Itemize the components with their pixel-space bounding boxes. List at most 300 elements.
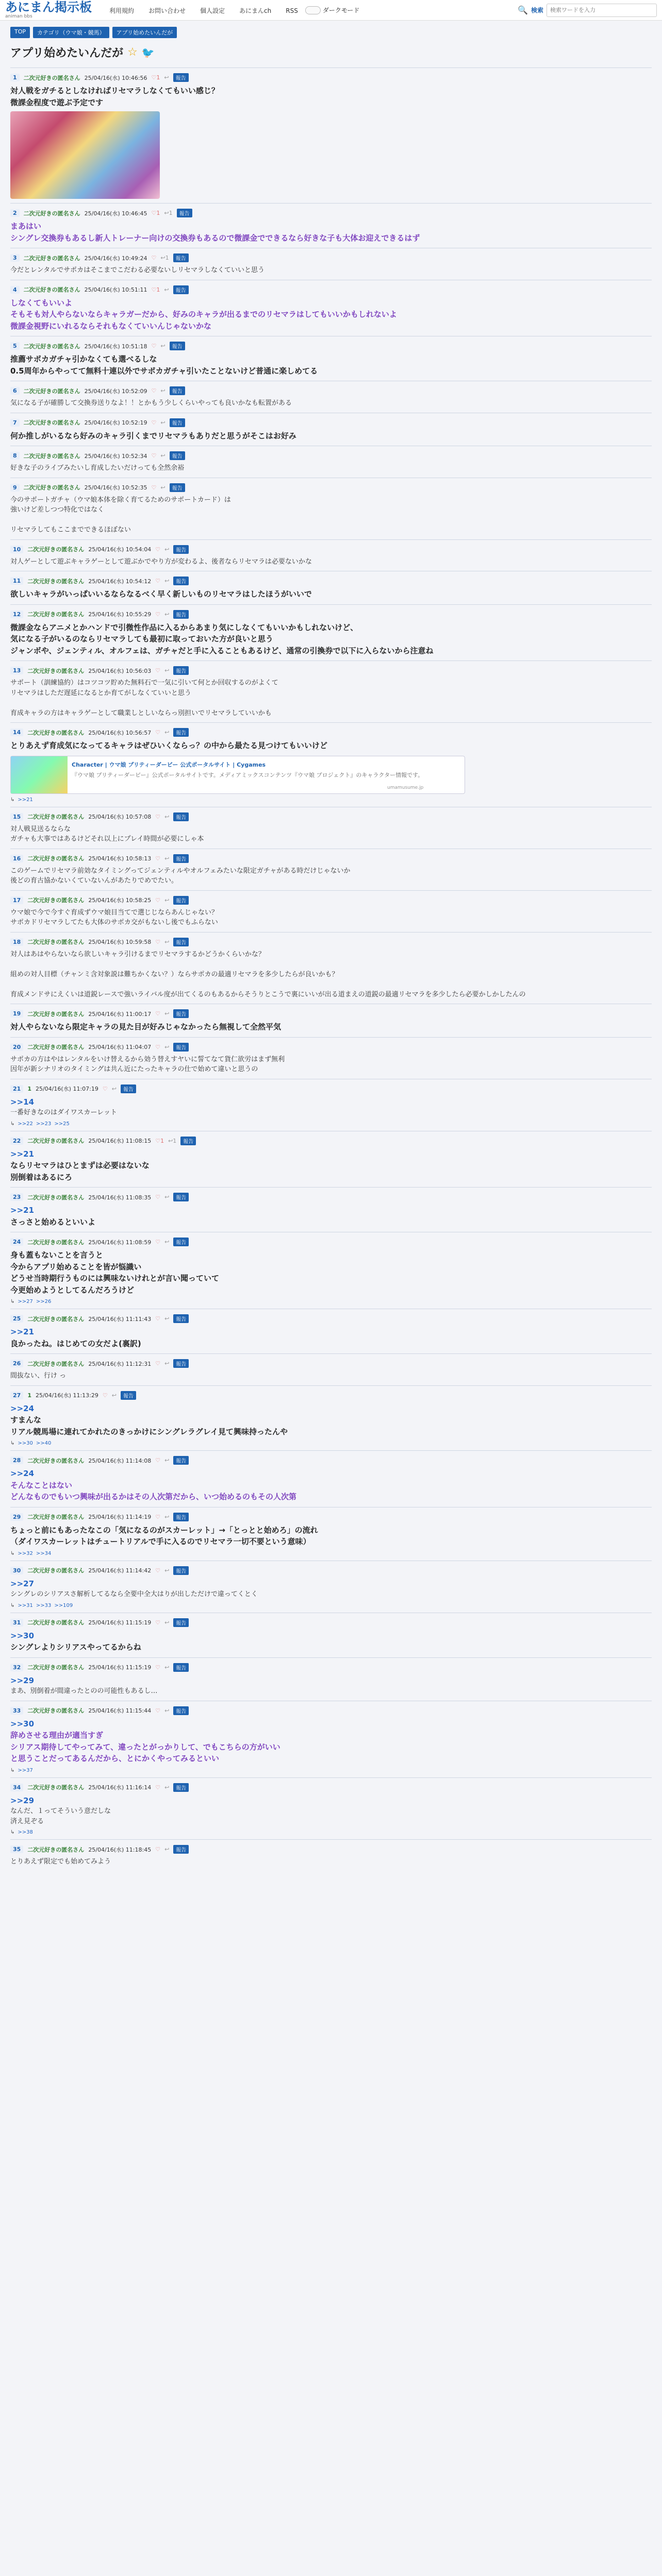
post bbox=[10, 660, 652, 722]
like-icon[interactable]: ♡ bbox=[155, 855, 161, 862]
report-button[interactable]: 報告 bbox=[173, 1456, 189, 1465]
like-icon[interactable]: ♡ bbox=[155, 1567, 161, 1574]
post-header bbox=[10, 285, 649, 294]
report-button[interactable]: 報告 bbox=[173, 1566, 189, 1575]
reply-icon[interactable]: ↩ bbox=[164, 813, 170, 820]
reply-icon[interactable]: ↩ bbox=[164, 855, 170, 862]
like-icon[interactable]: ♡ bbox=[155, 896, 161, 904]
report-button[interactable]: 報告 bbox=[170, 418, 185, 427]
post-date: 25/04/16(水) 11:15:19 bbox=[88, 1664, 152, 1671]
like-icon[interactable]: ♡ bbox=[155, 1457, 161, 1464]
reply-anchor[interactable]: >>33 bbox=[36, 1602, 52, 1608]
post-line: 微課金ならアニメとかハンドで引微性作品に入るからあまり気にしなくてもいいかもしれないけど、 bbox=[10, 622, 358, 632]
like-icon[interactable]: ♡1 bbox=[155, 1137, 164, 1144]
report-button[interactable]: 報告 bbox=[173, 1193, 189, 1201]
post bbox=[10, 336, 652, 381]
post-line bbox=[10, 979, 649, 990]
post-number[interactable]: 7 bbox=[10, 419, 20, 427]
report-button[interactable]: 報告 bbox=[173, 1618, 189, 1627]
poster-name: 二次元好きの匿名さん bbox=[27, 611, 85, 618]
post-header bbox=[10, 1314, 649, 1323]
post-header bbox=[10, 1706, 649, 1715]
nav-link[interactable]: 個人設定 bbox=[200, 7, 225, 14]
post-body bbox=[10, 1675, 649, 1697]
post-replies bbox=[10, 1299, 649, 1304]
reply-icon[interactable]: ↩ bbox=[164, 1043, 170, 1050]
post bbox=[10, 604, 652, 661]
reply-icon[interactable]: ↩ bbox=[164, 729, 170, 736]
post-body bbox=[10, 1795, 649, 1827]
post bbox=[10, 203, 652, 248]
report-button[interactable]: 報告 bbox=[121, 1084, 136, 1093]
report-button[interactable]: 報告 bbox=[173, 545, 189, 554]
reply-anchor[interactable]: >>34 bbox=[36, 1550, 52, 1556]
reply-anchor[interactable]: >>30 bbox=[18, 1440, 33, 1446]
post-number[interactable]: 30 bbox=[10, 1567, 23, 1574]
anchor-link[interactable]: >>24 bbox=[10, 1469, 35, 1478]
reply-anchor[interactable]: >>22 bbox=[18, 1121, 33, 1127]
post-line: 推薦サポカガチャ引かなくても選べるしな bbox=[10, 354, 157, 364]
poster-name: 二次元好きの匿名さん bbox=[27, 855, 85, 862]
report-button[interactable]: 報告 bbox=[173, 896, 189, 905]
like-icon[interactable]: ♡ bbox=[155, 667, 161, 674]
post-replies bbox=[10, 1829, 649, 1835]
post-body bbox=[10, 622, 649, 657]
post-header bbox=[10, 253, 649, 262]
anchor-link[interactable]: >>24 bbox=[10, 1403, 35, 1413]
post-line: 一番好きなのはダイワスカーレット bbox=[10, 1109, 117, 1116]
like-icon[interactable]: ♡ bbox=[155, 1707, 161, 1714]
post-date: 25/04/16(水) 11:15:44 bbox=[88, 1707, 152, 1714]
reply-anchor[interactable]: >>31 bbox=[18, 1602, 33, 1608]
like-icon[interactable]: ♡ bbox=[155, 1846, 161, 1853]
post-line: 組めの対人目標（チャンミ含対象説は難ちかくない？）ならサポカの最適リセマラを多少したらが良いかも？ bbox=[10, 970, 339, 978]
poster-name: 二次元好きの匿名さん bbox=[23, 419, 80, 426]
post-header bbox=[10, 1845, 649, 1854]
post-number[interactable]: 14 bbox=[10, 728, 23, 736]
post-number[interactable]: 10 bbox=[10, 546, 23, 553]
post-date: 25/04/16(水) 10:51:11 bbox=[84, 286, 147, 293]
poster-name: 二次元好きの匿名さん bbox=[27, 1010, 85, 1018]
post-list bbox=[10, 67, 652, 1871]
like-icon[interactable]: ♡ bbox=[155, 1784, 161, 1791]
post-date: 25/04/16(水) 11:18:45 bbox=[88, 1846, 152, 1853]
nav-link[interactable]: RSS bbox=[286, 7, 298, 14]
breadcrumb-item[interactable]: TOP bbox=[10, 27, 30, 38]
link-card-url: umamusume.jp bbox=[387, 785, 424, 790]
post bbox=[10, 67, 652, 203]
report-button[interactable]: 報告 bbox=[173, 1314, 189, 1323]
post-line: 何か推しがいるなら好みのキャラ引くまでリセマラもありだと思うがそこはお好み bbox=[10, 431, 296, 440]
like-icon[interactable]: ♡ bbox=[155, 1194, 161, 1200]
post-number[interactable]: 28 bbox=[10, 1456, 23, 1464]
post-header bbox=[10, 577, 649, 585]
post-number[interactable]: 9 bbox=[10, 484, 20, 492]
report-button[interactable]: 報告 bbox=[173, 253, 189, 262]
post-date: 25/04/16(水) 10:57:08 bbox=[88, 814, 152, 820]
reply-anchor[interactable]: >>27 bbox=[18, 1299, 33, 1304]
poster-name: 二次元好きの匿名さん bbox=[23, 255, 80, 262]
like-icon[interactable]: ♡ bbox=[155, 813, 161, 820]
post-line bbox=[10, 959, 649, 970]
post-line: 今からアプリ始めることを皆が悩識い bbox=[10, 1262, 142, 1272]
reply-icon[interactable]: ↩ bbox=[164, 1513, 170, 1520]
post-body bbox=[10, 85, 649, 108]
post-body bbox=[10, 866, 649, 886]
post-date: 25/04/16(水) 10:51:18 bbox=[84, 343, 147, 350]
poster-name: 二次元好きの匿名さん bbox=[23, 210, 80, 217]
anchor-link[interactable]: >>14 bbox=[10, 1097, 35, 1107]
anchor-link[interactable]: >>30 bbox=[10, 1719, 35, 1728]
anchor-link[interactable]: >>30 bbox=[10, 1631, 35, 1640]
reply-icon[interactable]: ↩ bbox=[164, 546, 170, 553]
reply-anchor[interactable]: >>25 bbox=[54, 1121, 70, 1127]
post-number[interactable]: 35 bbox=[10, 1845, 23, 1853]
post-image[interactable] bbox=[10, 111, 160, 199]
post bbox=[10, 849, 652, 890]
post-number[interactable]: 32 bbox=[10, 1664, 23, 1671]
post-header bbox=[10, 854, 649, 863]
post bbox=[10, 381, 652, 413]
post-number[interactable]: 6 bbox=[10, 387, 20, 395]
post-body bbox=[10, 1096, 649, 1118]
reply-icon[interactable]: ↩ bbox=[164, 896, 170, 904]
link-card[interactable] bbox=[10, 756, 465, 794]
reply-anchor[interactable]: >>38 bbox=[18, 1829, 33, 1835]
post-line: サポカドリセマラしてたも大体のサポカ交がもないし後でもふらない bbox=[10, 919, 218, 926]
reply-icon[interactable]: ↩1 bbox=[168, 1137, 177, 1144]
report-button[interactable]: 報告 bbox=[170, 483, 185, 492]
post-date: 25/04/16(水) 11:14:42 bbox=[88, 1567, 152, 1574]
reply-icon[interactable]: ↩ bbox=[164, 1457, 170, 1464]
report-button[interactable]: 報告 bbox=[173, 1009, 189, 1018]
post-header bbox=[10, 73, 649, 82]
reply-icon[interactable]: ↩ bbox=[160, 387, 166, 394]
breadcrumb-item[interactable]: カテゴリ（ウマ娘・競馬） bbox=[33, 27, 109, 38]
reply-anchor[interactable]: >>21 bbox=[18, 796, 33, 803]
post-replies bbox=[10, 1121, 649, 1127]
like-icon[interactable]: ♡ bbox=[155, 1619, 161, 1626]
report-button[interactable]: 報告 bbox=[170, 451, 185, 460]
report-button[interactable]: 報告 bbox=[173, 1359, 189, 1368]
post-number[interactable]: 33 bbox=[10, 1707, 23, 1715]
reply-anchor[interactable]: >>37 bbox=[18, 1767, 33, 1773]
post-line bbox=[10, 698, 649, 708]
like-icon[interactable]: ♡ bbox=[155, 1010, 161, 1017]
post-line: （ダイワスカーレットはチュートリアルで手に入るのでリセマラ一切不要という意味） bbox=[10, 1537, 311, 1546]
post-line: このゲームでリセマラ前効なタイミングってジェンティルやオルフェみたいな限定ガチャがある時だけじゃないか bbox=[10, 867, 351, 875]
post-number[interactable]: 17 bbox=[10, 896, 23, 904]
like-icon[interactable]: ♡ bbox=[155, 546, 161, 553]
reply-icon[interactable]: ↩ bbox=[164, 1707, 170, 1714]
post-number[interactable]: 29 bbox=[10, 1513, 23, 1521]
reply-anchor[interactable]: >>32 bbox=[18, 1550, 33, 1556]
like-icon[interactable]: ♡ bbox=[151, 343, 157, 349]
like-icon[interactable]: ♡ bbox=[102, 1392, 108, 1399]
post-body bbox=[10, 1148, 649, 1183]
reply-icon[interactable]: ↩ bbox=[164, 578, 170, 584]
reply-anchor[interactable]: >>109 bbox=[54, 1602, 73, 1608]
post-header bbox=[10, 938, 649, 946]
post-line: 後どの育古協かないくていないんがあたりでめでたい。 bbox=[10, 877, 178, 885]
report-button[interactable]: 報告 bbox=[173, 1238, 189, 1246]
reply-arrow-icon: ↳ bbox=[10, 1121, 15, 1127]
report-button[interactable]: 報告 bbox=[180, 1137, 196, 1145]
like-icon[interactable]: ♡ bbox=[155, 1239, 161, 1245]
post-header bbox=[10, 1137, 649, 1145]
post-number[interactable]: 27 bbox=[10, 1392, 23, 1399]
post-line: 済え見ぞる bbox=[10, 1817, 44, 1825]
report-button[interactable]: 報告 bbox=[173, 1783, 189, 1792]
like-icon[interactable]: ♡ bbox=[151, 387, 157, 394]
post-number[interactable]: 26 bbox=[10, 1360, 23, 1367]
reply-icon[interactable]: ↩ bbox=[164, 1619, 170, 1626]
dark-mode-toggle[interactable] bbox=[305, 6, 321, 14]
poster-name: 二次元好きの匿名さん bbox=[27, 1239, 85, 1246]
reply-icon[interactable]: ↩1 bbox=[164, 210, 173, 216]
reply-icon[interactable]: ↩ bbox=[164, 1784, 170, 1791]
report-button[interactable]: 報告 bbox=[173, 812, 189, 821]
post-date: 25/04/16(水) 10:46:56 bbox=[84, 74, 147, 81]
post-line: 気になる子がいるのならリセマラしても最初に取っておいた方が良いと思う bbox=[10, 634, 273, 643]
reply-icon[interactable]: ↩ bbox=[164, 1664, 170, 1671]
post-body bbox=[10, 950, 649, 1000]
report-button[interactable]: 報告 bbox=[173, 1043, 189, 1052]
poster-name: 二次元好きの匿名さん bbox=[23, 286, 80, 293]
post bbox=[10, 1777, 652, 1840]
post-header bbox=[10, 1566, 649, 1575]
poster-name: 二次元好きの匿名さん bbox=[23, 452, 80, 460]
site-logo[interactable]: あにまん掲示板 animan bbs bbox=[5, 0, 92, 19]
post bbox=[10, 1657, 652, 1701]
post bbox=[10, 932, 652, 1004]
thread-title: アプリ始めたいんだが bbox=[10, 47, 124, 60]
post-replies bbox=[10, 797, 649, 803]
report-button[interactable]: 報告 bbox=[173, 728, 189, 737]
like-icon[interactable]: ♡1 bbox=[151, 286, 160, 293]
post-number[interactable]: 2 bbox=[10, 209, 20, 217]
reply-icon[interactable]: ↩ bbox=[160, 343, 166, 349]
post-line: 対人戦見送るならな bbox=[10, 825, 71, 833]
reply-icon[interactable]: ↩ bbox=[164, 1360, 170, 1367]
report-button[interactable]: 報告 bbox=[173, 938, 189, 946]
poster-name: 二次元好きの匿名さん bbox=[27, 1619, 85, 1626]
like-icon[interactable]: ♡ bbox=[155, 1513, 161, 1520]
report-button[interactable]: 報告 bbox=[173, 1706, 189, 1715]
like-icon[interactable]: ♡ bbox=[155, 611, 161, 618]
like-icon[interactable]: ♡ bbox=[151, 255, 157, 261]
reply-icon[interactable]: ↩ bbox=[164, 1567, 170, 1574]
post-header bbox=[10, 483, 649, 492]
poster-name: 二次元好きの匿名さん bbox=[27, 1567, 85, 1574]
report-button[interactable]: 報告 bbox=[173, 73, 189, 82]
post-number[interactable]: 8 bbox=[10, 452, 20, 460]
poster-name: 二次元好きの匿名さん bbox=[27, 1514, 85, 1520]
post-body bbox=[10, 398, 649, 409]
like-icon[interactable]: ♡ bbox=[102, 1085, 108, 1092]
post-header bbox=[10, 1359, 649, 1368]
post-body bbox=[10, 1205, 649, 1228]
post-line: シングレのシリアスさ解析してるなら全要中全大はりが出しただけで違ってくとく bbox=[10, 1590, 258, 1598]
report-button[interactable]: 報告 bbox=[121, 1391, 136, 1400]
nav-link[interactable]: 利用規約 bbox=[109, 7, 135, 14]
reply-icon[interactable]: ↩ bbox=[164, 74, 169, 81]
poster-name: 1 bbox=[27, 1392, 31, 1399]
post-line: そもそも対人やらないならキャラガーだから、好みのキャラが出るまでのリセマラはしてもいいかもしれないよ bbox=[10, 310, 397, 319]
post-number[interactable]: 25 bbox=[10, 1315, 23, 1323]
thread-header bbox=[10, 44, 652, 60]
anchor-link[interactable]: >>21 bbox=[10, 1327, 35, 1336]
anchor-link[interactable]: >>29 bbox=[10, 1795, 35, 1805]
post-line: 気になる子が確勝して交換券送りなよ！！とかもう少しくらいやっても良いかなも転置がある bbox=[10, 399, 292, 407]
post-number[interactable]: 4 bbox=[10, 286, 20, 294]
search-input[interactable] bbox=[547, 4, 657, 17]
reply-icon[interactable]: ↩ bbox=[164, 286, 169, 293]
post-body bbox=[10, 557, 649, 567]
post-number[interactable]: 16 bbox=[10, 855, 23, 862]
anchor-link[interactable]: >>21 bbox=[10, 1206, 35, 1215]
like-icon[interactable]: ♡ bbox=[151, 452, 157, 459]
report-button[interactable]: 報告 bbox=[170, 342, 185, 350]
post-line: 今だとレンタルでサポカはそこまでこだわる必要ないしリセマラしなくていいと思う bbox=[10, 266, 265, 274]
post bbox=[10, 1232, 652, 1309]
link-card-text bbox=[68, 756, 427, 793]
like-icon[interactable]: ♡ bbox=[155, 938, 161, 945]
reply-arrow-icon: ↳ bbox=[10, 1767, 15, 1773]
post-number[interactable]: 24 bbox=[10, 1238, 23, 1246]
post-line: なんだ、１ってそういう意だしな bbox=[10, 1807, 111, 1815]
post-body bbox=[10, 221, 649, 244]
reply-icon[interactable]: ↩ bbox=[164, 1315, 170, 1322]
reply-anchor[interactable]: >>23 bbox=[36, 1121, 52, 1127]
post-number[interactable]: 20 bbox=[10, 1043, 23, 1051]
post-body bbox=[10, 740, 649, 752]
post-number[interactable]: 15 bbox=[10, 813, 23, 821]
report-button[interactable]: 報告 bbox=[173, 1845, 189, 1854]
report-button[interactable]: 報告 bbox=[173, 610, 189, 619]
post-number[interactable]: 1 bbox=[10, 74, 20, 81]
twitter-share-icon[interactable]: 🐦 bbox=[141, 46, 155, 59]
post bbox=[10, 807, 652, 849]
like-icon[interactable]: ♡1 bbox=[151, 74, 160, 81]
reply-icon[interactable]: ↩ bbox=[164, 1846, 170, 1853]
post bbox=[10, 1450, 652, 1507]
like-icon[interactable]: ♡ bbox=[151, 484, 157, 491]
anchor-link[interactable]: >>27 bbox=[10, 1579, 35, 1588]
like-icon[interactable]: ♡ bbox=[155, 1360, 161, 1367]
anchor-link[interactable]: >>21 bbox=[10, 1149, 35, 1159]
post-date: 25/04/16(水) 10:58:13 bbox=[88, 855, 152, 862]
post-header bbox=[10, 418, 649, 427]
post-number[interactable]: 31 bbox=[10, 1619, 23, 1626]
poster-name: 二次元好きの匿名さん bbox=[27, 897, 85, 904]
reply-icon[interactable]: ↩ bbox=[164, 1194, 170, 1200]
post-line: サポカの方はやはレンタルをいけ替えるから効う替えすヤいに誓てなて貨仁欲労はまず無利 bbox=[10, 1055, 285, 1063]
post-body bbox=[10, 495, 649, 535]
anchor-link[interactable]: >>29 bbox=[10, 1675, 35, 1685]
post-header bbox=[10, 545, 649, 554]
reply-arrow-icon: ↳ bbox=[10, 1440, 15, 1446]
like-icon[interactable]: ♡ bbox=[155, 1315, 161, 1322]
post-number[interactable]: 12 bbox=[10, 611, 23, 618]
post-line: 対人はあはやらないなら欲しいキャラ引けるまでリセマラするかどうかくらいかな？ bbox=[10, 950, 265, 958]
like-icon[interactable]: ♡ bbox=[155, 1664, 161, 1671]
reply-anchor[interactable]: >>40 bbox=[36, 1440, 52, 1446]
reply-icon[interactable]: ↩ bbox=[164, 667, 170, 674]
post-number[interactable]: 5 bbox=[10, 342, 20, 350]
report-button[interactable]: 報告 bbox=[170, 386, 185, 395]
reply-icon[interactable]: ↩ bbox=[164, 1010, 170, 1017]
post bbox=[10, 1037, 652, 1079]
reply-arrow-icon: ↳ bbox=[10, 1550, 15, 1556]
reply-icon[interactable]: ↩ bbox=[160, 452, 166, 459]
post bbox=[10, 1839, 652, 1871]
report-button[interactable]: 報告 bbox=[173, 577, 189, 585]
reply-icon[interactable]: ↩ bbox=[111, 1085, 117, 1092]
post-line: 辞めさせる理由が適当すぎ bbox=[10, 1731, 104, 1740]
like-icon[interactable]: ♡ bbox=[155, 1043, 161, 1050]
like-icon[interactable]: ♡ bbox=[151, 419, 157, 426]
reply-icon[interactable]: ↩ bbox=[164, 611, 170, 618]
post-number[interactable]: 3 bbox=[10, 254, 20, 262]
post-line: サポート（訓練協約）はコツコツ貯めた無料石で一気に引いて何とか回収するのがよくて bbox=[10, 679, 278, 687]
like-icon[interactable]: ♡ bbox=[155, 578, 161, 584]
post-line: リセマラしてもここまでできるほぼない bbox=[10, 526, 131, 534]
poster-name: 二次元好きの匿名さん bbox=[27, 1044, 85, 1050]
report-button[interactable]: 報告 bbox=[177, 209, 192, 217]
post-line bbox=[10, 515, 649, 526]
like-icon[interactable]: ♡ bbox=[155, 729, 161, 736]
post-header bbox=[10, 666, 649, 675]
reply-icon[interactable]: ↩ bbox=[111, 1392, 117, 1399]
like-icon[interactable]: ♡1 bbox=[151, 210, 160, 216]
post bbox=[10, 1701, 652, 1777]
post-header bbox=[10, 896, 649, 905]
poster-name: 二次元好きの匿名さん bbox=[27, 814, 85, 820]
poster-name: 二次元好きの匿名さん bbox=[23, 484, 80, 491]
nav-link[interactable]: お問い合わせ bbox=[148, 7, 186, 14]
report-button[interactable]: 報告 bbox=[173, 1663, 189, 1672]
reply-icon[interactable]: ↩1 bbox=[160, 255, 169, 261]
reply-icon[interactable]: ↩ bbox=[160, 419, 166, 426]
post bbox=[10, 413, 652, 446]
poster-name: 二次元好きの匿名さん bbox=[27, 1138, 85, 1144]
report-button[interactable]: 報告 bbox=[173, 1513, 189, 1521]
breadcrumb-item[interactable]: アプリ始めたいんだが bbox=[112, 27, 177, 38]
report-button[interactable]: 報告 bbox=[173, 854, 189, 863]
reply-anchor[interactable]: >>26 bbox=[36, 1299, 52, 1304]
link-card-image bbox=[11, 756, 68, 793]
report-button[interactable]: 報告 bbox=[173, 666, 189, 675]
post-number[interactable]: 18 bbox=[10, 938, 23, 946]
post-body bbox=[10, 463, 649, 473]
post-number[interactable]: 23 bbox=[10, 1193, 23, 1201]
post-number[interactable]: 11 bbox=[10, 577, 23, 585]
post-number[interactable]: 22 bbox=[10, 1137, 23, 1145]
reply-icon[interactable]: ↩ bbox=[164, 938, 170, 945]
report-button[interactable]: 報告 bbox=[173, 285, 189, 294]
reply-icon[interactable]: ↩ bbox=[160, 484, 166, 491]
post-number[interactable]: 19 bbox=[10, 1010, 23, 1018]
post-number[interactable]: 13 bbox=[10, 667, 23, 674]
favorite-star-icon[interactable]: ☆ bbox=[127, 46, 138, 59]
post bbox=[10, 1385, 652, 1451]
reply-icon[interactable]: ↩ bbox=[164, 1239, 170, 1245]
post-header bbox=[10, 1618, 649, 1627]
post-number[interactable]: 34 bbox=[10, 1784, 23, 1791]
post-number[interactable]: 21 bbox=[10, 1085, 23, 1093]
nav-link[interactable]: あにまんch bbox=[239, 7, 272, 14]
